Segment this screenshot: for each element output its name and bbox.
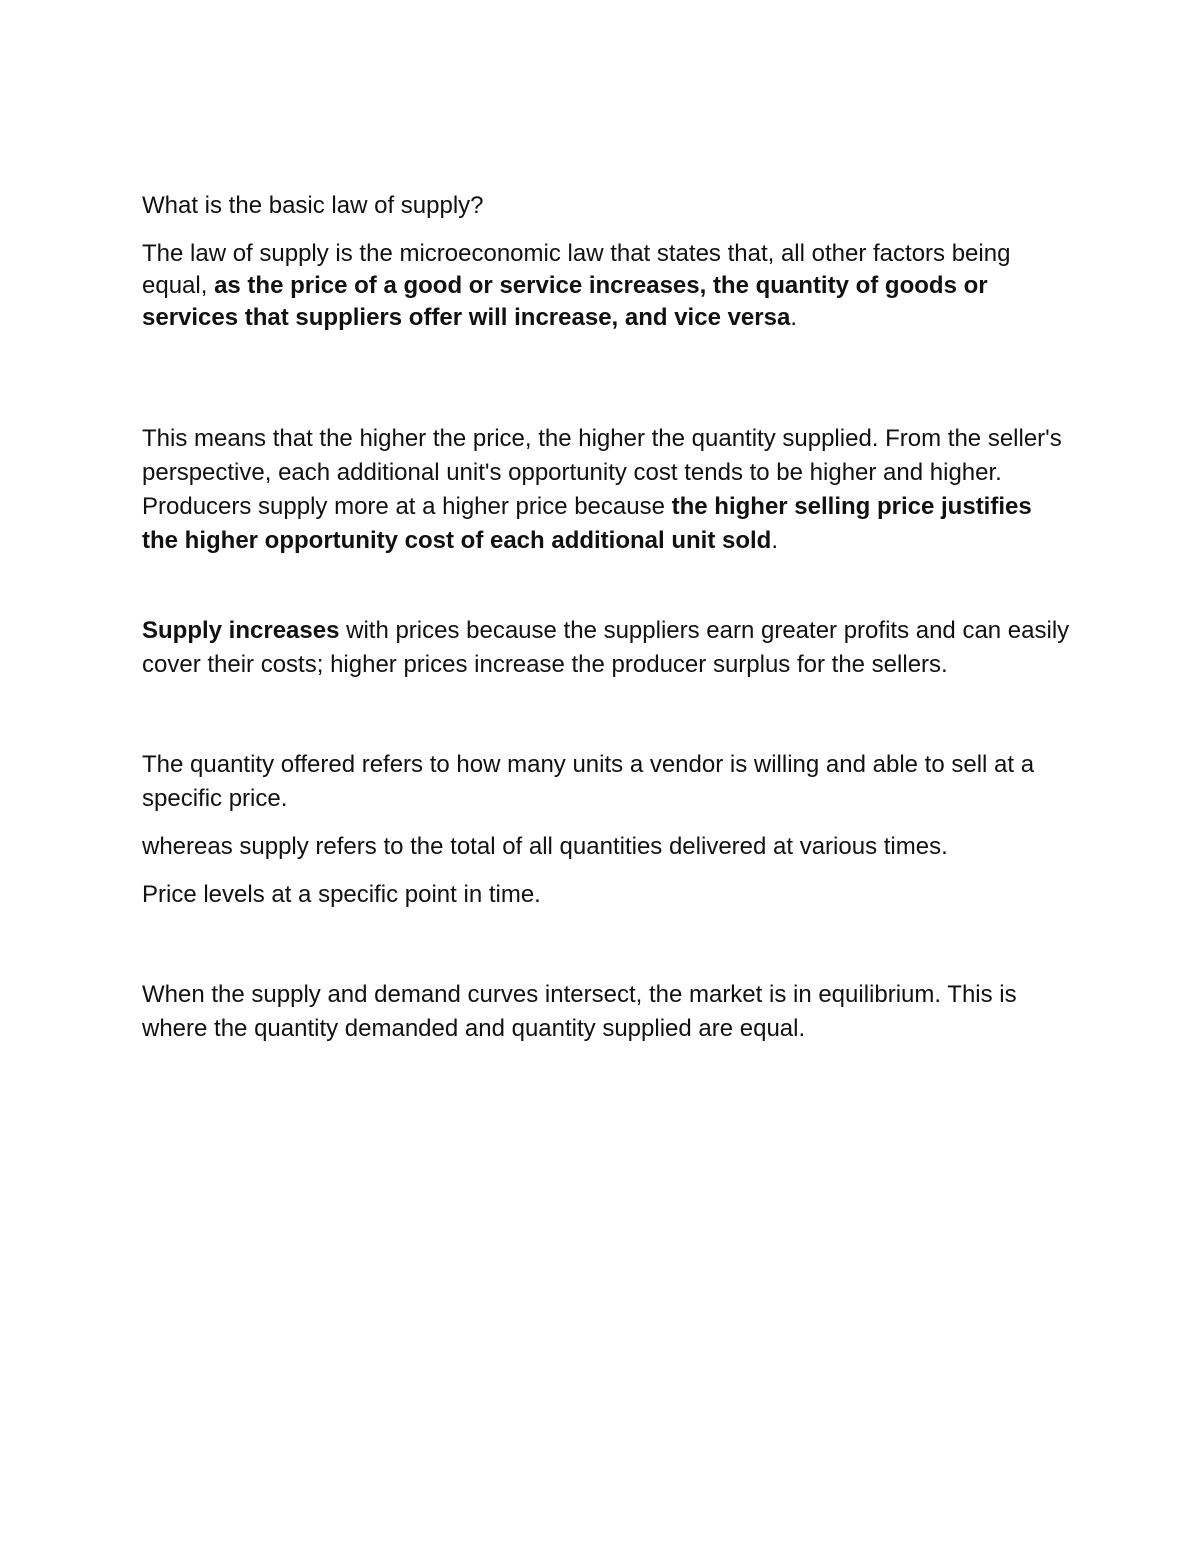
law-of-supply-paragraph: [142, 238, 1072, 334]
document-page: [142, 190, 1072, 1046]
bold-emphasis: as the price of a good or service increases, the quantity of goods or services that suppliers offer will increase, and vice versa: [142, 272, 988, 331]
question-heading: What is the basic law of supply?: [142, 192, 484, 219]
price-levels-paragraph: Price levels at a specific point in time.: [142, 881, 541, 908]
supply-definition-paragraph: whereas supply refers to the total of all quantities delivered at various times.: [142, 833, 948, 860]
paragraph-text: .: [771, 527, 779, 554]
paragraph-text: .: [790, 304, 797, 331]
paragraph-text: with prices because the suppliers earn greater profits and can easily cover their costs; higher prices increase the producer surplus for the sellers.: [142, 617, 1070, 678]
paragraph-text: This means that the higher the price, the higher the quantity supplied. From the seller's perspective, each additional unit's opportunity cost tends to be higher and higher. Producers supply more at a higher price because: [142, 425, 1062, 520]
equilibrium-paragraph: When the supply and demand curves intersect, the market is in equilibrium. This is where the quantity demanded and quantity supplied are equal.: [142, 981, 1017, 1042]
quantity-offered-paragraph: The quantity offered refers to how many units a vendor is willing and able to sell at a specific price.: [142, 751, 1035, 812]
supply-increases-paragraph: [142, 614, 1072, 682]
bold-emphasis: Supply increases: [142, 617, 340, 644]
paragraph-text: The law of supply is the microeconomic law that states that, all other factors being equal,: [142, 240, 1011, 299]
higher-price-paragraph: [142, 422, 1072, 558]
bold-emphasis: the higher selling price justifies the higher opportunity cost of each additional unit sold: [142, 493, 1032, 554]
